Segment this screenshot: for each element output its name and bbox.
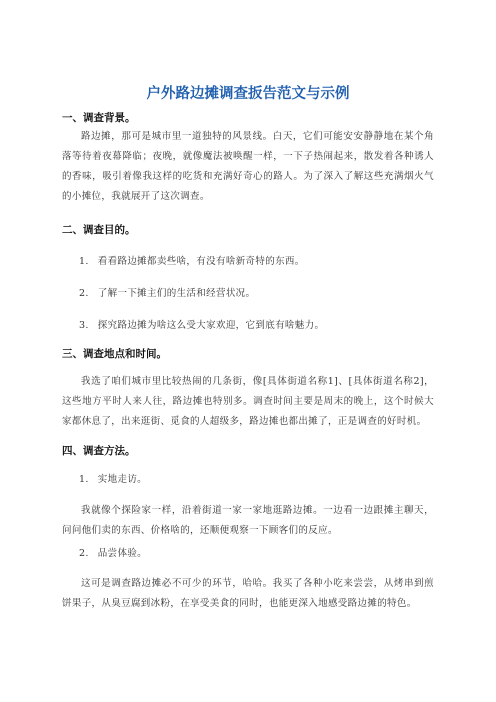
section-heading-location-time: 三、调查地点和时间。 <box>62 348 167 360</box>
method-item-2 <box>79 547 147 561</box>
location-time-paragraph: 我选了咱们城市里比较热闹的几条街，像[具体街道名称1]、[具体街道名称2]，这些地方平时人来人往，路边摊也特别多。调查时间主要是周末的晚上，这个时候大家都休息了，出来逛街、觅食的人超级多，路边摊也都出摊了，正是调查的好时机。 <box>62 376 434 427</box>
list-item-text: 看看路边摊都卖些啥，有没有啥新奇特的东西。 <box>97 256 305 267</box>
list-number: 2. <box>79 288 89 299</box>
purpose-item-2 <box>79 287 255 301</box>
purpose-item-3 <box>79 319 324 333</box>
list-number: 2. <box>79 548 89 559</box>
section-heading-background: 一、调查背景。 <box>62 112 136 124</box>
purpose-item-1 <box>79 255 305 269</box>
method-item-1 <box>79 473 147 487</box>
list-item-text: 了解一下摊主们的生活和经营状况。 <box>97 288 256 299</box>
section-heading-method: 四、调查方法。 <box>62 445 136 457</box>
tasting-paragraph: 这可是调查路边摊必不可少的环节，哈哈。我买了各种小吃来尝尝，从烤串到煎饼果子，从臭豆腐到冰粉，在享受美食的同时，也能更深入地感受路边摊的特色。 <box>62 578 434 609</box>
field-visit-paragraph: 我就像个探险家一样，沿着街道一家一家地逛路边摊。一边看一边跟摊主聊天，问问他们卖的东西、价格啥的，还顺便观察一下顾客们的反应。 <box>62 505 434 536</box>
list-number: 1. <box>79 256 89 267</box>
list-item-text: 品尝体验。 <box>97 548 148 559</box>
background-paragraph: 路边摊，那可是城市里一道独特的风景线。白天，它们可能安安静静地在某个角落等待着夜幕降临；夜晚，就像魔法被唤醒一样，一下子热闹起来，散发着各种诱人的香味，吸引着像我这样的吃货和充满好奇心的路人。为了深入了解这些充满烟火气的小摊位，我就展开了这次调查。 <box>62 131 434 202</box>
document-title: 户外路边摊调查扳告范文与示例 <box>146 86 350 102</box>
list-item-text: 探究路边摊为啥这么受大家欢迎，它到底有啥魅力。 <box>97 320 325 331</box>
section-heading-purpose: 二、调查目的。 <box>62 224 136 236</box>
list-number: 3. <box>79 320 89 331</box>
list-number: 1. <box>79 474 89 485</box>
list-item-text: 实地走访。 <box>97 474 148 485</box>
